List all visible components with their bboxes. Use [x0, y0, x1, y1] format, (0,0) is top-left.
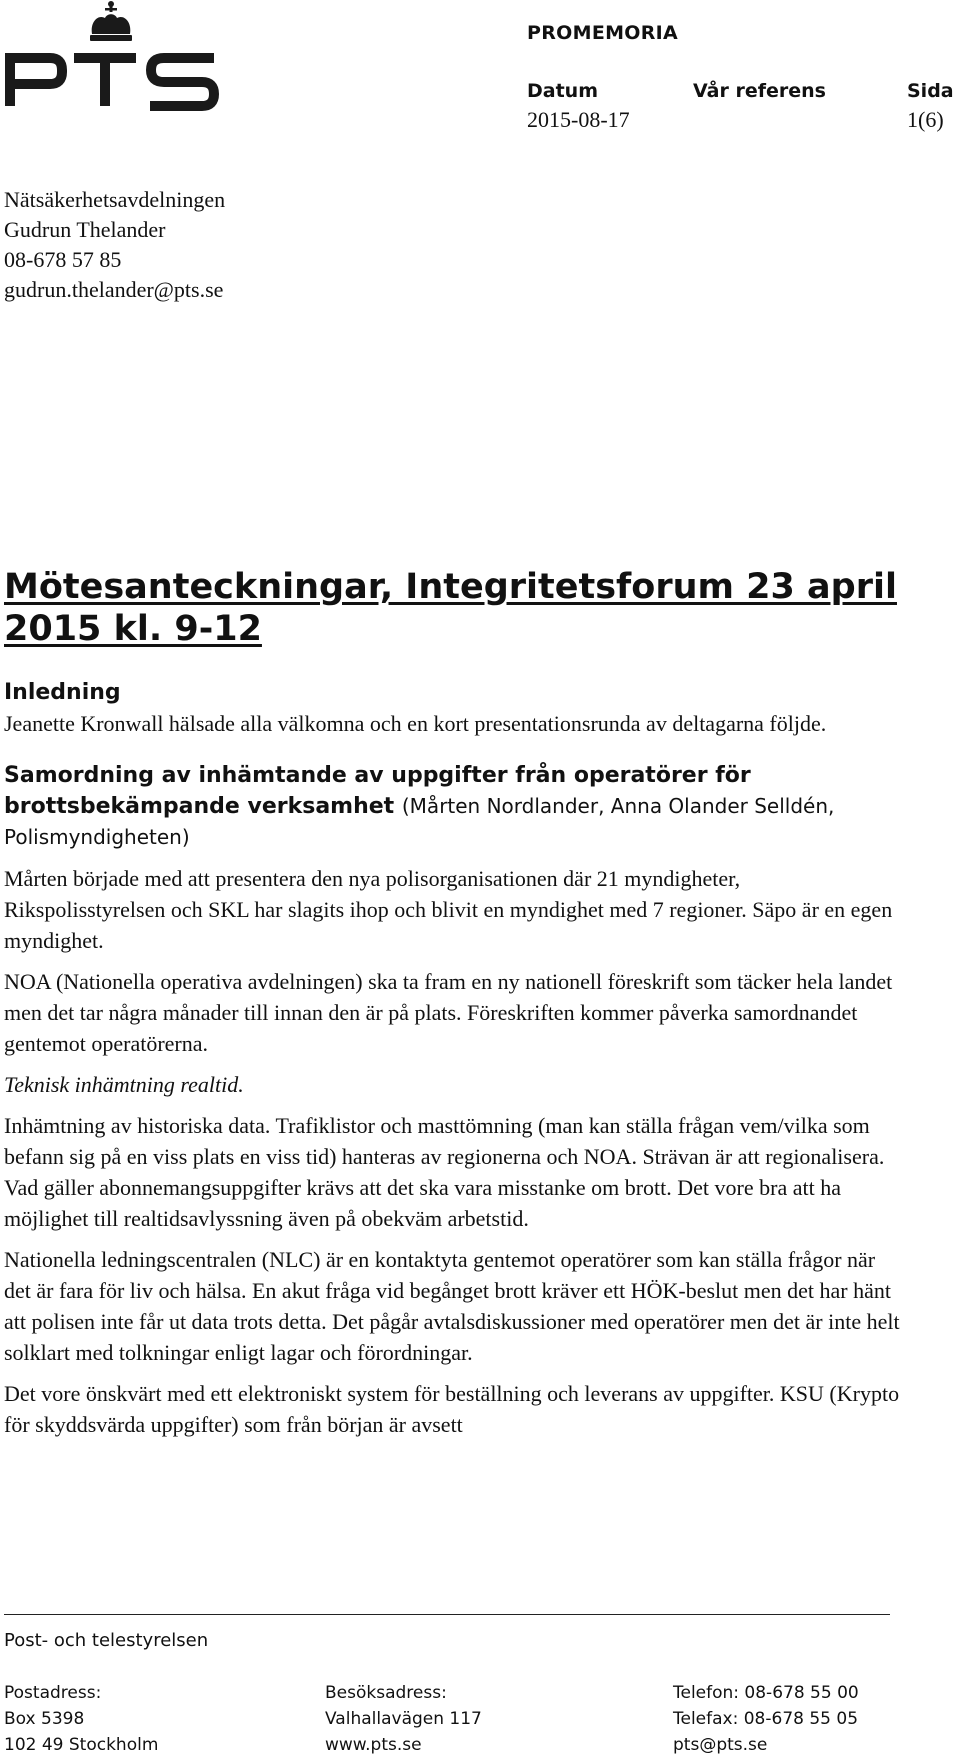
footer-contact [673, 1680, 859, 1758]
sender-block [4, 185, 225, 305]
paragraph-6: Det vore önskvärt med ett elektroniskt system för beställning och leverans av uppgifter. KSU (Krypto för skyddsvärda uppgifter) som från början är avsett [4, 1381, 900, 1437]
postal-label: Postadress: [4, 1683, 102, 1703]
section-heading-text: Samordning av inhämtande av uppgifter från operatörer för brottsbekämpande verksamhet [4, 763, 751, 819]
document-type: PROMEMORIA [527, 22, 679, 44]
footer-postal-address [4, 1680, 158, 1758]
title-line-1: Mötesanteckningar, Integritetsforum 23 april [4, 567, 897, 607]
postal-line-1: Box 5398 [4, 1709, 85, 1729]
pts-logo [4, 0, 219, 112]
visit-line-1: Valhallavägen 117 [325, 1709, 482, 1729]
footer-fax: Telefax: 08-678 55 05 [673, 1709, 859, 1729]
footer-visit-address [325, 1680, 482, 1758]
page-label: Sida [907, 80, 954, 102]
paragraph-3-italic [4, 1069, 904, 1100]
crown-icon [90, 1, 132, 41]
paragraph-1: Mårten började med att presentera den nya polisorganisationen där 21 myndigheter, Rikspolisstyrelsen och SKL har slagits ihop och blivit en myndighet med 7 regioner. Säpo är en egen myndighet. [4, 866, 893, 953]
paragraph-4: Inhämtning av historiska data. Trafiklistor och masttömning (man kan ställa frågan vem/vilka som befann sig på en viss plats en viss tid) hanteras av regionerna och NOA. Strävan är att regionalisera. Vad gäller abonnemangsuppgifter krävs att det ska vara misstanke om brott. Det vore bra att ha möjlighet till realtidsavlyssning även på obekväm arbetstid. [4, 1113, 885, 1231]
footer-email-link[interactable]: pts@pts.se [673, 1735, 768, 1755]
sender-name: Gudrun Thelander [4, 217, 166, 242]
footer-divider [4, 1614, 890, 1615]
paragraph-2: NOA (Nationella operativa avdelningen) ska ta fram en ny nationell föreskrift som täcker hela landet men det tar några månader till innan den är på plats. Föreskriften kommer påverka samordnandet gentemot operatörerna. [4, 969, 893, 1056]
section-heading-note: (Mårten Nordlander, Anna Olander Selldén, Polismyndigheten) [4, 794, 835, 849]
sender-phone: 08-678 57 85 [4, 247, 122, 272]
section-heading [4, 761, 904, 853]
visit-label: Besöksadress: [325, 1683, 447, 1703]
document-title [4, 566, 904, 650]
pts-wordmark [10, 58, 214, 106]
intro-paragraph: Jeanette Kronwall hälsade alla välkomna och en kort presentationsrunda av deltagarna följde. [4, 711, 827, 736]
website-link[interactable]: www.pts.se [325, 1735, 422, 1755]
intro-heading: Inledning [4, 680, 121, 705]
title-line-2: 2015 kl. 9-12 [4, 609, 262, 649]
date-label: Datum [527, 80, 598, 102]
paragraph-5: Nationella ledningscentralen (NLC) är en kontaktyta gentemot operatörer som kan ställa frågor när det är fara för liv och hälsa. En akut fråga vid begånget brott kräver ett HÖK-beslut men det har hänt att polisen inte får ut data trots detta. Det pågår avtalsdiskussioner med operatörer men det är inte helt solklart med tolkningar enligt lagar och förordningar. [4, 1247, 900, 1365]
reference-label: Vår referens [693, 80, 826, 102]
page-number: 1(6) [907, 107, 944, 132]
footer-phone: Telefon: 08-678 55 00 [673, 1683, 859, 1703]
sender-department: Nätsäkerhetsavdelningen [4, 187, 226, 212]
date-value: 2015-08-17 [527, 107, 630, 132]
footer-organization: Post- och telestyrelsen [4, 1630, 209, 1651]
postal-line-2: 102 49 Stockholm [4, 1735, 159, 1755]
italic-note: Teknisk inhämtning realtid. [4, 1072, 244, 1097]
sender-email: gudrun.thelander@pts.se [4, 277, 224, 302]
document-body [4, 678, 904, 1440]
